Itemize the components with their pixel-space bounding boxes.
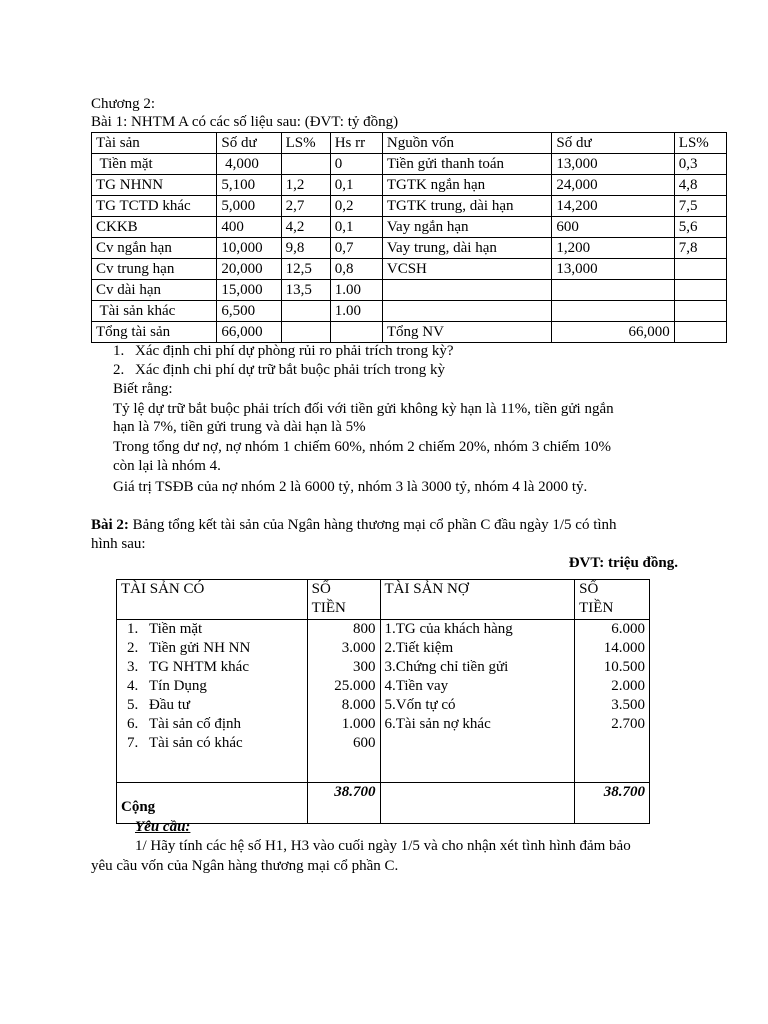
table-row [92, 154, 727, 175]
table-cell: 20,000 [217, 259, 281, 280]
table-cell: 66,000 [552, 322, 674, 343]
header-liabilities: TÀI SẢN NỢ [380, 580, 575, 620]
header-amount-liab: SỐ TIỀN [575, 580, 650, 620]
table-cell: 24,000 [552, 175, 674, 196]
bai1-table [91, 132, 727, 343]
liability-amount: 14.000 [603, 640, 645, 656]
table-cell [674, 322, 726, 343]
reserve-ratio-line-2: hạn là 7%, tiền gửi trung và dài hạn là 5% [113, 419, 366, 435]
table-row [92, 322, 727, 343]
table-cell: Vay ngắn hạn [382, 217, 552, 238]
table-cell: 13,000 [552, 154, 674, 175]
table-cell [330, 322, 382, 343]
asset-item [121, 620, 303, 639]
asset-amount: 600 [353, 735, 376, 751]
table-cell: 10,000 [217, 238, 281, 259]
table-cell: 66,000 [217, 322, 281, 343]
table-cell: 400 [217, 217, 281, 238]
asset-number: 6. [127, 716, 139, 732]
table-cell: Số dư [552, 133, 674, 154]
requirement-line-1: 1/ Hãy tính các hệ số H1, H3 vào cuối ngày 1/5 và cho nhận xét tình hình đảm bảo [135, 838, 631, 854]
table-header-row [117, 580, 650, 620]
table-cell: Nguồn vốn [382, 133, 552, 154]
table-cell: 9,8 [281, 238, 330, 259]
question-text: Xác định chi phí dự trữ bắt buộc phải trích trong kỳ [135, 362, 445, 378]
table-cell: TG TCTD khác [92, 196, 217, 217]
table-body-row [117, 620, 650, 783]
table-cell: 1,2 [281, 175, 330, 196]
asset-number: 1. [127, 621, 139, 637]
asset-name: Tín Dụng [149, 678, 207, 694]
liability-amount: 6.000 [611, 621, 645, 637]
table-header-row [92, 133, 727, 154]
table-cell: LS% [281, 133, 330, 154]
liability-amounts-cell [575, 620, 650, 783]
table-cell: 7,8 [674, 238, 726, 259]
table-cell: 6,500 [217, 301, 281, 322]
bai2-intro-line-1 [91, 515, 617, 535]
table-cell: Hs rr [330, 133, 382, 154]
liability-item: 1.TG của khách hàng [384, 621, 513, 637]
asset-item [121, 677, 303, 696]
asset-number: 3. [127, 659, 139, 675]
asset-number: 2. [127, 640, 139, 656]
asset-name: Tài sản cố định [149, 716, 242, 732]
table-row [92, 259, 727, 280]
table-cell: TGTK trung, dài hạn [382, 196, 552, 217]
table-cell: 1,200 [552, 238, 674, 259]
table-cell: 7,5 [674, 196, 726, 217]
table-cell [281, 301, 330, 322]
asset-name: Đầu tư [149, 697, 191, 713]
table-row [92, 175, 727, 196]
table-cell: 0,2 [330, 196, 382, 217]
asset-item [121, 658, 303, 677]
total-empty-cell [380, 783, 575, 824]
asset-amounts-cell [307, 620, 380, 783]
biet-rang-label: Biết rằng: [113, 381, 173, 397]
table-cell [552, 301, 674, 322]
asset-number: 4. [127, 678, 139, 694]
header-amount-assets: SỐ TIỀN [307, 580, 380, 620]
yeu-cau-heading: Yêu cầu: [135, 819, 191, 835]
table-cell: 5,6 [674, 217, 726, 238]
liability-item: 6.Tài sản nợ khác [384, 716, 491, 732]
header-assets: TÀI SẢN CÓ [117, 580, 308, 620]
asset-number: 7. [127, 735, 139, 751]
table-cell: 0,7 [330, 238, 382, 259]
bai2-unit: ĐVT: triệu đồng. [568, 555, 678, 571]
table-cell: TGTK ngắn hạn [382, 175, 552, 196]
bai2-balance-table [116, 579, 650, 824]
table-cell: 0,1 [330, 175, 382, 196]
asset-amount: 3.000 [341, 640, 376, 656]
question-text: Xác định chi phí dự phòng rủi ro phải trích trong kỳ? [135, 343, 454, 359]
table-cell: VCSH [382, 259, 552, 280]
asset-amount: 300 [353, 659, 376, 675]
asset-names-cell [117, 620, 308, 783]
table-cell: 5,100 [217, 175, 281, 196]
table-cell: 13,000 [552, 259, 674, 280]
table-cell: Cv ngắn hạn [92, 238, 217, 259]
asset-amount: 800 [353, 621, 376, 637]
liability-item: 2.Tiết kiệm [384, 640, 454, 656]
table-cell: 4,2 [281, 217, 330, 238]
asset-amount: 25.000 [334, 678, 376, 694]
liability-item: 4.Tiền vay [384, 678, 449, 694]
table-row [92, 238, 727, 259]
table-cell: 13,5 [281, 280, 330, 301]
table-cell: TG NHNN [92, 175, 217, 196]
table-cell [674, 259, 726, 280]
table-row [92, 196, 727, 217]
table-cell: Tiền mặt [92, 154, 217, 175]
liability-amount: 2.000 [611, 678, 645, 694]
loan-group-line-1: Trong tổng dư nợ, nợ nhóm 1 chiếm 60%, nhóm 2 chiếm 20%, nhóm 3 chiếm 10% [113, 439, 611, 455]
table-cell: 14,200 [552, 196, 674, 217]
table-cell [382, 280, 552, 301]
table-cell [674, 301, 726, 322]
table-cell: 4,8 [674, 175, 726, 196]
table-cell: Vay trung, dài hạn [382, 238, 552, 259]
table-cell: Tổng tài sản [92, 322, 217, 343]
asset-amount: 8.000 [341, 697, 376, 713]
bai1-intro: Bài 1: NHTM A có các số liệu sau: (ĐVT: tỷ đồng) [91, 114, 399, 130]
reserve-ratio-line-1: Tỷ lệ dự trữ bắt buộc phải trích đối với tiền gửi không kỳ hạn là 11%, tiền gửi ngắn [113, 401, 614, 417]
liability-amount: 3.500 [611, 697, 645, 713]
asset-number: 5. [127, 697, 139, 713]
asset-item [121, 734, 303, 753]
bai1-question-1: 1. Xác định chi phí dự phòng rủi ro phải trích trong kỳ? [113, 343, 454, 359]
table-cell [552, 280, 674, 301]
table-cell: 1.00 [330, 280, 382, 301]
table-cell [674, 280, 726, 301]
asset-item [121, 696, 303, 715]
table-row [92, 217, 727, 238]
asset-name: Tiền gửi NH NN [149, 640, 251, 656]
table-cell: Tiền gửi thanh toán [382, 154, 552, 175]
asset-name: TG NHTM khác [149, 659, 249, 675]
table-row [92, 301, 727, 322]
bai2-intro-line-2: hình sau: [91, 536, 146, 552]
collateral-line: Giá trị TSĐB của nợ nhóm 2 là 6000 tỷ, nhóm 3 là 3000 tỷ, nhóm 4 là 2000 tỷ. [113, 479, 588, 495]
table-cell: 0,3 [674, 154, 726, 175]
table-cell [281, 154, 330, 175]
table-cell: Số dư [217, 133, 281, 154]
table-cell: Cv trung hạn [92, 259, 217, 280]
table-row [92, 280, 727, 301]
asset-item [121, 639, 303, 658]
asset-name: Tài sản có khác [149, 735, 243, 751]
bai1-question-2: 2. Xác định chi phí dự trữ bắt buộc phải trích trong kỳ [113, 362, 445, 378]
table-cell: Tổng NV [382, 322, 552, 343]
table-cell: 2,7 [281, 196, 330, 217]
table-cell: 0 [330, 154, 382, 175]
asset-item [121, 715, 303, 734]
table-cell: 4,000 [217, 154, 281, 175]
table-cell: Tài sản khác [92, 301, 217, 322]
liability-item: 3.Chứng chỉ tiền gửi [384, 659, 509, 675]
total-liabilities: 38.700 [575, 783, 650, 824]
table-cell: 5,000 [217, 196, 281, 217]
liability-amount: 10.500 [603, 659, 645, 675]
table-cell [281, 322, 330, 343]
total-label: Cộng [117, 783, 308, 824]
asset-amount: 1.000 [341, 716, 376, 732]
table-cell: 0,8 [330, 259, 382, 280]
table-cell: CKKB [92, 217, 217, 238]
bai1-table-body [92, 133, 727, 343]
table-cell: LS% [674, 133, 726, 154]
requirement-line-2: yêu cầu vốn của Ngân hàng thương mại cổ phần C. [91, 858, 399, 874]
table-total-row [117, 783, 650, 824]
table-cell: Cv dài hạn [92, 280, 217, 301]
bai2-intro-text: Bảng tổng kết tài sản của Ngân hàng thương mại cổ phần C đầu ngày 1/5 có tình [128, 517, 617, 533]
table-cell: Tài sản [92, 133, 217, 154]
asset-name: Tiền mặt [149, 621, 203, 637]
loan-group-line-2: còn lại là nhóm 4. [113, 458, 221, 474]
table-cell: 600 [552, 217, 674, 238]
table-cell: 15,000 [217, 280, 281, 301]
table-cell [382, 301, 552, 322]
liability-names-cell [380, 620, 575, 783]
table-cell: 0,1 [330, 217, 382, 238]
chapter-heading: Chương 2: [91, 96, 155, 112]
table-cell: 12,5 [281, 259, 330, 280]
liability-amount: 2.700 [611, 716, 645, 732]
liability-item: 5.Vốn tự có [384, 697, 456, 713]
table-cell: 1.00 [330, 301, 382, 322]
bai2-label: Bài 2: [91, 517, 129, 533]
total-assets: 38.700 [307, 783, 380, 824]
